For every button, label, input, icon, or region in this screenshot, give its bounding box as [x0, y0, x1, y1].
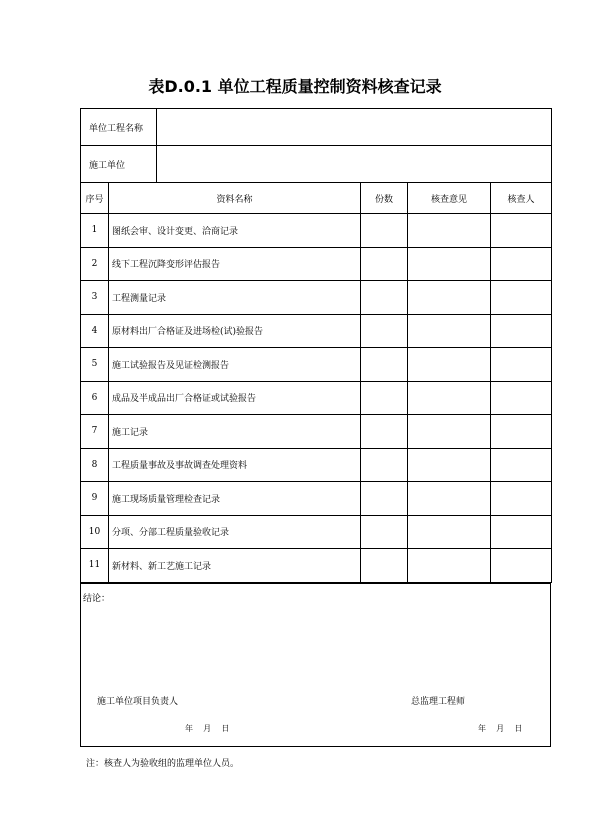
row-number: 6 [81, 381, 109, 415]
date-left: 年 月 日 [185, 723, 230, 733]
inspection-form [80, 108, 551, 747]
row-checker-cell[interactable] [491, 381, 552, 415]
footnote: 注：核查人为验收组的监理单位人员。 [86, 759, 240, 769]
row-checker-cell[interactable] [491, 448, 552, 482]
row-number: 5 [81, 348, 109, 382]
construction-responsible-label: 施工单位项目负责人 [97, 696, 179, 707]
row-number: 2 [81, 247, 109, 281]
row-opinion-cell[interactable] [408, 314, 491, 348]
col-header-opinion: 核查意见 [408, 183, 491, 214]
table-header-row [81, 183, 552, 214]
row-document-name: 新材料、新工艺施工记录 [109, 549, 361, 583]
row-opinion-cell[interactable] [408, 448, 491, 482]
table-row [81, 348, 552, 382]
row-checker-cell[interactable] [491, 515, 552, 549]
table-row [81, 515, 552, 549]
construction-unit-label: 施工单位 [81, 146, 157, 183]
unit-project-name-label: 单位工程名称 [81, 109, 157, 146]
col-header-name: 资料名称 [109, 183, 361, 214]
row-document-name: 工程质量事故及事故调查处理资料 [109, 448, 361, 482]
row-document-name: 成品及半成品出厂合格证或试验报告 [109, 381, 361, 415]
row-copies-cell[interactable] [361, 515, 408, 549]
table-row [81, 381, 552, 415]
row-document-name: 线下工程沉降变形评估报告 [109, 247, 361, 281]
row-checker-cell[interactable] [491, 214, 552, 248]
table-row [81, 247, 552, 281]
item-list [81, 214, 552, 583]
row-copies-cell[interactable] [361, 314, 408, 348]
row-number: 1 [81, 214, 109, 248]
row-opinion-cell[interactable] [408, 482, 491, 516]
row-copies-cell[interactable] [361, 381, 408, 415]
unit-project-name-field[interactable] [157, 109, 552, 146]
row-document-name: 施工记录 [109, 415, 361, 449]
table-row [81, 549, 552, 583]
row-number: 10 [81, 515, 109, 549]
table-row [81, 214, 552, 248]
row-copies-cell[interactable] [361, 247, 408, 281]
row-number: 11 [81, 549, 109, 583]
table-row [81, 482, 552, 516]
row-document-name: 图纸会审、设计变更、洽商记录 [109, 214, 361, 248]
date-right: 年 月 日 [478, 723, 523, 733]
row-opinion-cell[interactable] [408, 214, 491, 248]
row-document-name: 施工试验报告及见证检测报告 [109, 348, 361, 382]
row-checker-cell[interactable] [491, 348, 552, 382]
col-header-checker: 核查人 [491, 183, 552, 214]
row-copies-cell[interactable] [361, 549, 408, 583]
row-copies-cell[interactable] [361, 482, 408, 516]
conclusion-box[interactable] [80, 583, 551, 747]
col-header-copies: 份数 [361, 183, 408, 214]
table-row [81, 281, 552, 315]
row-copies-cell[interactable] [361, 281, 408, 315]
conclusion-label: 结论： [83, 593, 111, 604]
table-row [81, 415, 552, 449]
row-checker-cell[interactable] [491, 281, 552, 315]
row-number: 7 [81, 415, 109, 449]
row-copies-cell[interactable] [361, 214, 408, 248]
row-opinion-cell[interactable] [408, 549, 491, 583]
form-table [80, 108, 552, 583]
row-number: 8 [81, 448, 109, 482]
table-row [81, 448, 552, 482]
row-number: 3 [81, 281, 109, 315]
row-number: 9 [81, 482, 109, 516]
row-number: 4 [81, 314, 109, 348]
row-checker-cell[interactable] [491, 415, 552, 449]
row-document-name: 施工现场质量管理检查记录 [109, 482, 361, 516]
row-checker-cell[interactable] [491, 549, 552, 583]
row-opinion-cell[interactable] [408, 415, 491, 449]
row-opinion-cell[interactable] [408, 381, 491, 415]
row-opinion-cell[interactable] [408, 348, 491, 382]
page-title: 表D.0.1 单位工程质量控制资料核查记录 [148, 77, 442, 96]
row-document-name: 工程测量记录 [109, 281, 361, 315]
row-opinion-cell[interactable] [408, 515, 491, 549]
row-opinion-cell[interactable] [408, 247, 491, 281]
table-row [81, 314, 552, 348]
construction-unit-field[interactable] [157, 146, 552, 183]
row-document-name: 分项、分部工程质量验收记录 [109, 515, 361, 549]
chief-supervisor-label: 总监理工程师 [411, 696, 466, 707]
row-checker-cell[interactable] [491, 482, 552, 516]
row-document-name: 原材料出厂合格证及进场检(试)验报告 [109, 314, 361, 348]
row-copies-cell[interactable] [361, 348, 408, 382]
row-copies-cell[interactable] [361, 448, 408, 482]
row-checker-cell[interactable] [491, 314, 552, 348]
row-copies-cell[interactable] [361, 415, 408, 449]
row-checker-cell[interactable] [491, 247, 552, 281]
col-header-no: 序号 [81, 183, 109, 214]
row-opinion-cell[interactable] [408, 281, 491, 315]
